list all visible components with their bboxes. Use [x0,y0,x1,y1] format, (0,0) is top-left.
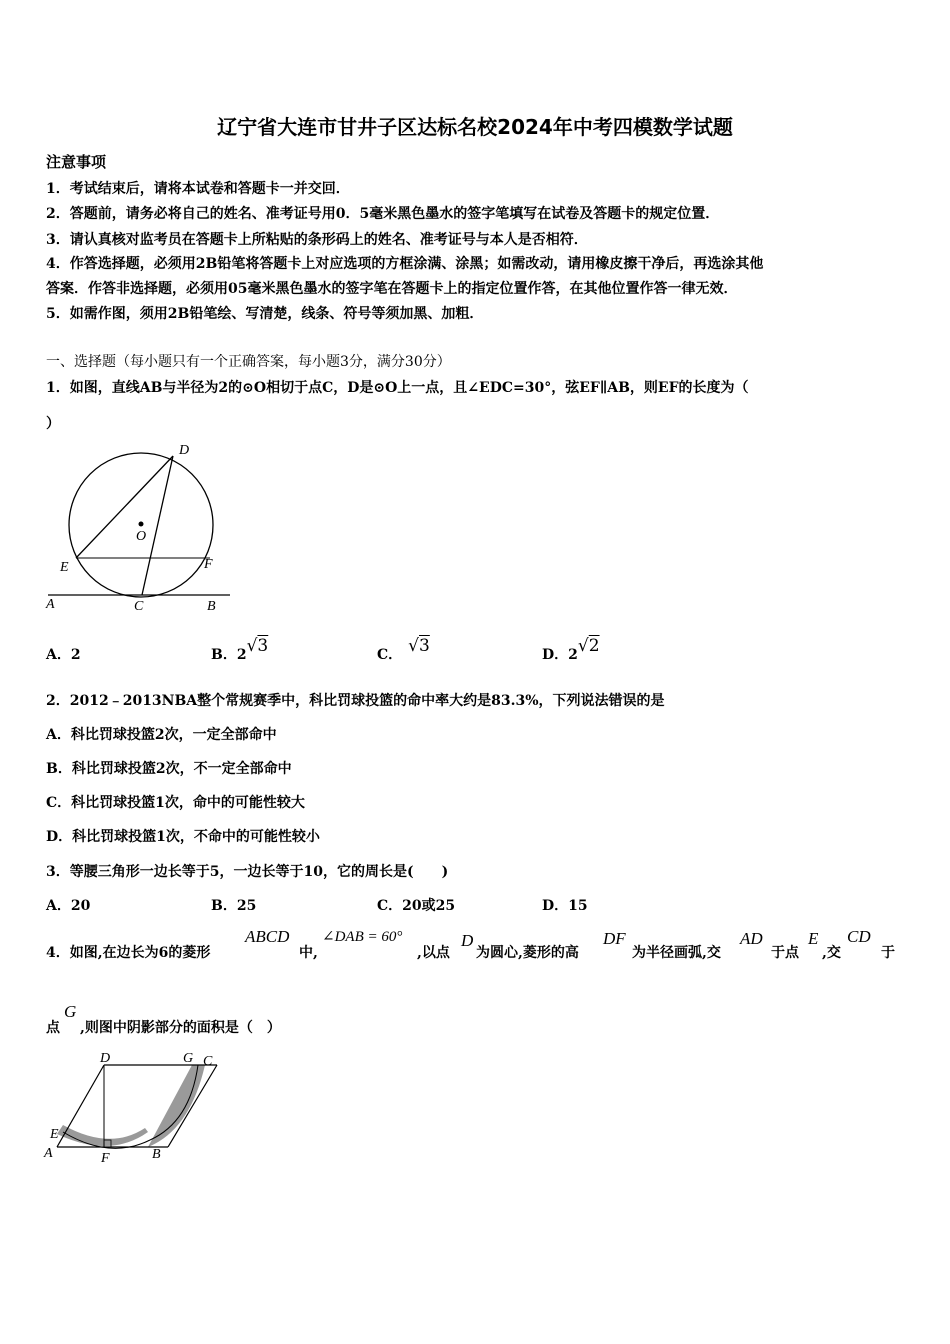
q4-text: 于点 [771,945,799,961]
q4-text: ,则图中阴影部分的面积是（ ） [80,1020,281,1036]
notice-item: 4．作答选择题，必须用2B铅笔将答题卡上对应选项的方框涂满、涂黑；如需改动，请用橡皮擦干净后，再选涂其他 [46,256,764,272]
sqrt-symbol: √3 [408,636,430,656]
q2-option-a[interactable]: A．科比罚球投篮2次，一定全部命中 [46,727,277,743]
math-angle-dab: ∠DAB = 60° [322,929,403,945]
math-g: G [64,1002,77,1021]
option-label: C． [377,647,403,663]
q4-text: ,以点 [417,945,450,961]
label-o: O [136,529,147,544]
label-d: D [179,443,190,458]
page-title: 辽宁省大连市甘井子区达标名校2024年中考四模数学试题 [217,115,733,139]
label-f: F [204,557,213,572]
math-df: DF [603,929,626,948]
label-c: C [134,599,144,614]
notice-item: 1．考试结束后，请将本试卷和答题卡一并交回． [46,181,350,197]
question-1-text: 1．如图，直线AB与半径为2的⊙O相切于点C，D是⊙O上一点，且∠EDC=30°，弦EF∥AB，则EF的长度为（ [46,380,749,396]
q1-circle-figure [40,438,240,618]
section-heading: 一、选择题（每小题只有一个正确答案，每小题3分，满分30分） [46,354,451,370]
q4-text: 为半径画弧,交 [632,945,721,961]
label-b: B [207,599,216,614]
label-a: A [46,597,55,612]
label-b: B [152,1147,161,1162]
question-2-text: 2．2012﹣2013NBA整个常规赛季中，科比罚球投篮的命中率大约是83.3%，下列说法错误的是 [46,693,665,709]
q4-text: ,交 [822,945,841,961]
notice-item: 3．请认真核对监考员在答题卡上所粘贴的条形码上的姓名、准考证号与本人是否相符． [46,232,588,248]
option-label: D．2 [542,647,578,663]
notice-item: 5．如需作图，须用2B铅笔绘、写清楚，线条、符号等须加黑、加粗． [46,306,484,322]
math-ad: AD [740,929,763,948]
label-f: F [101,1151,110,1166]
math-abcd: ABCD [245,927,290,946]
q3-option-a[interactable]: A．20 [46,898,91,914]
label-e: E [50,1127,59,1142]
math-d: D [461,931,474,950]
notice-heading: 注意事项 [46,153,107,171]
option-label: A．2 [46,647,81,663]
label-c: C [203,1054,213,1069]
q2-option-d[interactable]: D．科比罚球投篮1次，不命中的可能性较小 [46,829,320,845]
q4-text: 为圆心,菱形的高 [476,945,579,961]
label-a: A [44,1146,53,1161]
label-e: E [60,560,69,575]
q1-option-b[interactable] [211,636,268,664]
q2-option-c[interactable]: C．科比罚球投篮1次，命中的可能性较大 [46,795,305,811]
question-3-text: 3．等腰三角形一边长等于5，一边长等于10，它的周长是( ) [46,864,449,880]
label-d: D [100,1052,111,1066]
option-label: B．2 [211,647,247,663]
q2-option-b[interactable]: B．科比罚球投篮2次，不一定全部命中 [46,761,292,777]
q4-rhombus-figure [40,1052,230,1170]
question-4-text: 4．如图,在边长为6的菱形 [46,945,211,961]
sqrt-symbol: √2 [577,636,600,656]
q3-option-b[interactable]: B．25 [211,898,257,914]
sqrt-symbol: √3 [246,636,269,656]
math-e: E [808,929,819,948]
q3-option-d[interactable]: D．15 [542,898,588,914]
math-cd: CD [847,927,871,946]
q3-option-c[interactable]: C．20或25 [377,898,456,914]
q4-text: 于 [881,945,895,961]
notice-item: 答案．作答非选择题，必须用05毫米黑色墨水的签字笔在答题卡上的指定位置作答，在其他位置作答一律无效． [46,281,738,297]
q4-text: 中, [299,945,318,961]
q1-option-d[interactable] [542,636,600,664]
q4-text: 点 [46,1020,60,1036]
label-g: G [183,1052,194,1066]
q1-option-c[interactable] [377,636,430,664]
notice-item: 2．答题前，请务必将自己的姓名、准考证号用0．5毫米黑色墨水的签字笔填写在试卷及答题卡的规定位置． [46,206,720,222]
q1-option-a[interactable] [46,644,81,664]
question-1-text-cont: ） [46,416,60,432]
